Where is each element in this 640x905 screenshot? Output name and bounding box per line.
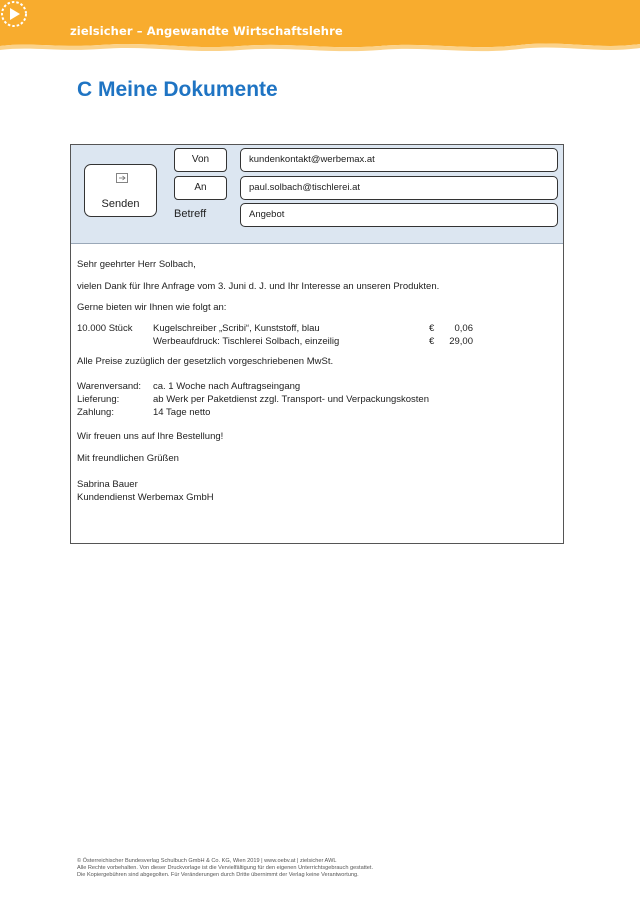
offer-intro: Gerne bieten wir Ihnen wie folgt an: — [77, 302, 227, 313]
item-description: Kugelschreiber „Scribi“, Kunststoff, blau — [153, 323, 320, 334]
footer-line: © Österreichischer Bundesverlag Schulbuch GmbH & Co. KG, Wien 2019 | www.oebv.at | zielsicher AWL — [77, 858, 337, 864]
closing-line: Wir freuen uns auf Ihre Bestellung! — [77, 431, 224, 442]
signer-name: Sabrina Bauer — [77, 479, 138, 490]
list-item — [77, 394, 557, 406]
send-label: Senden — [101, 198, 140, 210]
intro-text: vielen Dank für Ihre Anfrage vom 3. Juni d. J. und Ihr Interesse an unseren Produkten. — [77, 281, 440, 292]
banner-title: zielsicher – Angewandte Wirtschaftslehre — [70, 24, 343, 38]
page-footer — [77, 858, 597, 879]
tax-note: Alle Preise zuzüglich der gesetzlich vorgeschriebenen MwSt. — [77, 356, 334, 367]
subject-label: Betreff — [174, 208, 207, 220]
item-currency: € — [429, 336, 435, 347]
list-item — [77, 407, 557, 419]
from-field[interactable]: kundenkontakt@werbemax.at — [240, 148, 558, 172]
term-value: 14 Tage netto — [153, 407, 211, 418]
header-banner — [0, 0, 640, 60]
list-item — [77, 381, 557, 393]
term-value: ab Werk per Paketdienst zzgl. Transport- und Verpackungskosten — [153, 394, 430, 405]
send-button[interactable] — [84, 164, 157, 217]
to-field[interactable]: paul.solbach@tischlerei.at — [240, 176, 558, 200]
footer-line: Alle Rechte vorbehalten. Von dieser Druckvorlage ist die Vervielfältigung für den eigenen Unterrichtsgebrauch gestattet. — [77, 865, 374, 871]
term-label: Warenversand: — [77, 381, 142, 392]
list-item — [77, 336, 557, 348]
page-title: C Meine Dokumente — [77, 78, 278, 101]
email-header — [71, 145, 563, 244]
greeting: Sehr geehrter Herr Solbach, — [77, 259, 196, 270]
term-label: Zahlung: — [77, 407, 114, 418]
term-label: Lieferung: — [77, 394, 120, 405]
subject-field[interactable]: Angebot — [240, 203, 558, 227]
footer-line: Die Kopiergebühren sind abgegolten. Für Veränderungen durch Dritte übernimmt der Verlag keine Verantwortung. — [77, 872, 359, 878]
regards: Mit freundlichen Grüßen — [77, 453, 179, 464]
item-currency: € — [429, 323, 435, 334]
item-qty: 10.000 Stück — [77, 323, 133, 334]
email-window — [70, 144, 564, 544]
item-description: Werbeaufdruck: Tischlerei Solbach, einzeilig — [153, 336, 340, 347]
item-price: 29,00 — [449, 336, 473, 347]
term-value: ca. 1 Woche nach Auftragseingang — [153, 381, 301, 392]
send-icon — [116, 173, 128, 183]
item-price: 0,06 — [454, 323, 473, 334]
play-circle-icon — [0, 0, 28, 28]
signer-company: Kundendienst Werbemax GmbH — [77, 492, 214, 503]
list-item — [77, 323, 557, 335]
from-label: Von — [174, 148, 227, 172]
to-label: An — [174, 176, 227, 200]
